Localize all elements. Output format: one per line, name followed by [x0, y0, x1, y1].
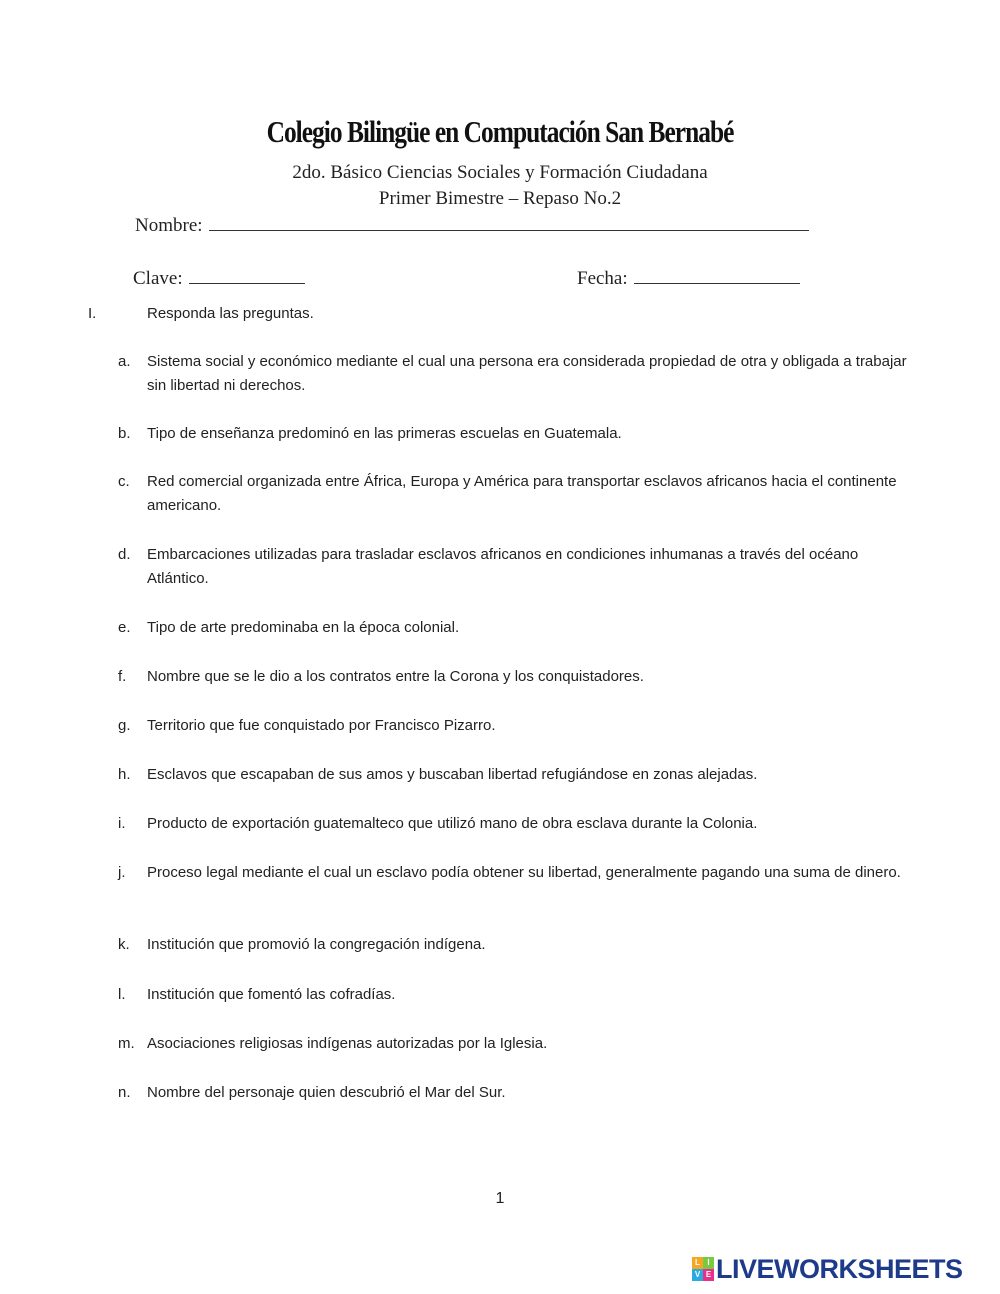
question-letter: c.	[118, 473, 130, 490]
logo-letter: E	[703, 1269, 714, 1281]
question-text: Nombre que se le dio a los contratos entre la Corona y los conquistadores.	[147, 668, 644, 685]
liveworksheets-brand[interactable]	[692, 1254, 963, 1284]
date-label: Fecha:	[577, 268, 628, 289]
logo-letter: I	[703, 1257, 714, 1269]
question-letter: j.	[118, 864, 126, 881]
course-subtitle: 2do. Básico Ciencias Sociales y Formación Ciudadana	[292, 162, 708, 183]
question-letter: b.	[118, 425, 131, 442]
section-instruction: Responda las preguntas.	[147, 305, 314, 322]
question-letter: h.	[118, 766, 131, 783]
question-letter: f.	[118, 668, 127, 685]
question-letter: m.	[118, 1035, 135, 1052]
name-blank[interactable]	[209, 214, 809, 231]
question-text: Red comercial organizada entre África, Europa y América para transportar esclavos africanos hacia el continente americano.	[147, 473, 897, 514]
question-letter: l.	[118, 986, 126, 1003]
brand-name: LIVEWORKSHEETS	[716, 1253, 963, 1284]
question-letter: n.	[118, 1084, 131, 1101]
question-text: Asociaciones religiosas indígenas autorizadas por la Iglesia.	[147, 1035, 548, 1052]
question-letter: a.	[118, 353, 131, 370]
question-text: Embarcaciones utilizadas para trasladar esclavos africanos en condiciones inhumanas a través del océano Atlántico.	[147, 546, 859, 587]
question-text: Esclavos que escapaban de sus amos y buscaban libertad refugiándose en zonas alejadas.	[147, 766, 758, 783]
date-blank[interactable]	[634, 267, 800, 284]
section-number: I.	[88, 305, 97, 322]
question-letter: k.	[118, 936, 130, 953]
question-letter: g.	[118, 717, 131, 734]
code-field	[133, 267, 305, 290]
question-text: Nombre del personaje quien descubrió el Mar del Sur.	[147, 1084, 506, 1101]
question-text: Territorio que fue conquistado por Francisco Pizarro.	[147, 717, 496, 734]
question-text: Institución que promovió la congregación indígena.	[147, 936, 486, 953]
code-blank[interactable]	[189, 267, 305, 284]
name-label: Nombre:	[135, 215, 203, 236]
logo-letter: L	[692, 1257, 703, 1269]
date-field	[577, 267, 800, 290]
page-number: 1	[495, 1190, 505, 1207]
question-letter: i.	[118, 815, 126, 832]
period-subtitle: Primer Bimestre – Repaso No.2	[378, 188, 622, 209]
question-text: Sistema social y económico mediante el cual una persona era considerada propiedad de otra y obligada a trabajar sin libertad ni derechos.	[147, 353, 907, 394]
code-label: Clave:	[133, 268, 183, 289]
logo-letter: V	[692, 1269, 703, 1281]
name-field	[135, 214, 809, 237]
question-text: Tipo de arte predominaba en la época colonial.	[147, 619, 460, 636]
school-title: Colegio Bilingüe en Computación San Bernabé	[266, 114, 734, 149]
question-text: Institución que fomentó las cofradías.	[147, 986, 396, 1003]
liveworksheets-logo-icon	[692, 1257, 714, 1281]
question-text: Proceso legal mediante el cual un esclavo podía obtener su libertad, generalmente pagando una suma de dinero.	[147, 864, 901, 881]
question-text: Producto de exportación guatemalteco que utilizó mano de obra esclava durante la Colonia.	[147, 815, 758, 832]
question-letter: e.	[118, 619, 131, 636]
question-letter: d.	[118, 546, 131, 563]
question-text: Tipo de enseñanza predominó en las primeras escuelas en Guatemala.	[147, 425, 622, 442]
